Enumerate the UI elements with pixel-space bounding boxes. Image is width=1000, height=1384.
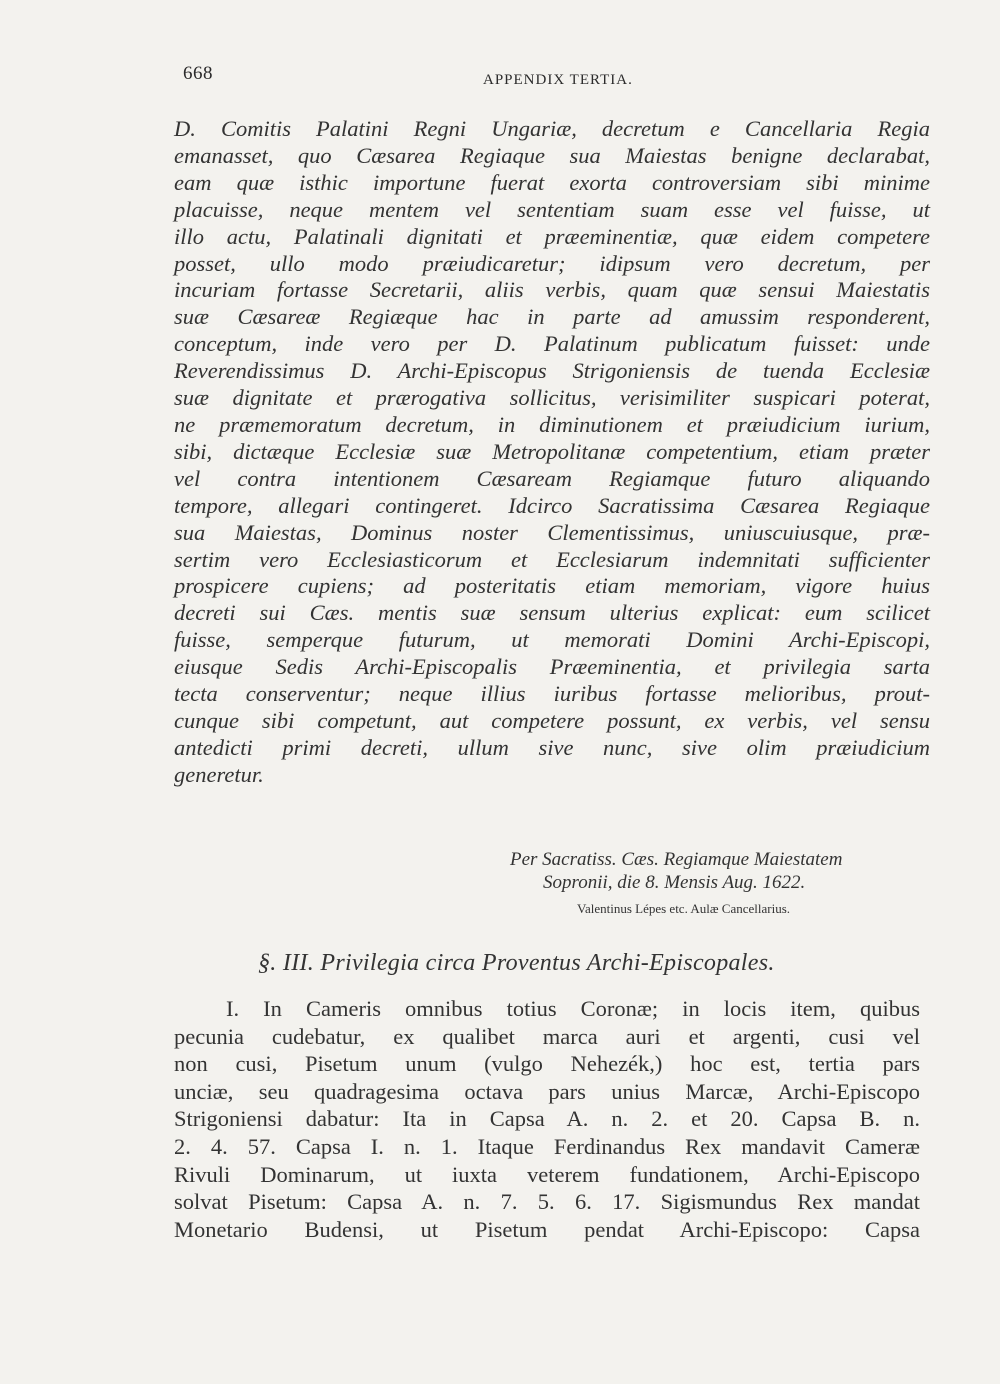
text-line: ne præmemoratum decretum, in diminutionem et præiudicium iurium,: [174, 411, 930, 437]
signature-line-1: Per Sacratiss. Cæs. Regiamque Maiestatem: [510, 849, 843, 870]
text-line: illo actu, Palatinali dignitati et præeminentiæ, quæ eidem competere: [174, 223, 930, 249]
text-line: tempore, allegari contingeret. Idcirco Sacratissima Cæsarea Regiaque: [174, 492, 930, 518]
text-line: emanasset, quo Cæsarea Regiaque sua Maiestas benigne declarabat,: [174, 142, 930, 168]
text-line: suæ Cæsareæ Regiæque hac in parte ad amussim responderent,: [174, 304, 930, 330]
page-number: 668: [183, 63, 213, 84]
text-line: suæ dignitate et prærogativa sollicitus, verisimiliter suspicari poterat,: [174, 385, 930, 411]
text-line: cunque sibi competunt, aut competere possunt, ex verbis, vel sensu: [174, 707, 930, 733]
running-title: APPENDIX TERTIA.: [483, 72, 633, 88]
text-line: Monetario Budensi, ut Pisetum pendat Archi-Episcopo: Capsa: [174, 1216, 920, 1242]
text-line: prospicere cupiens; ad posteritatis etiam memoriam, vigore huius: [174, 573, 930, 599]
text-line: non cusi, Pisetum unum (vulgo Nehezék,) hoc est, tertia pars: [174, 1051, 920, 1077]
privilege-paragraph: [174, 995, 920, 1243]
text-line: eam quæ isthic importune fuerat exorta controversiam sibi minime: [174, 169, 930, 195]
signature-line-3: Valentinus Lépes etc. Aulæ Cancellarius.: [577, 901, 791, 916]
text-line: solvat Pisetum: Capsa A. n. 7. 5. 6. 17. Sigismundus Rex mandat: [174, 1189, 920, 1215]
running-head: [183, 63, 923, 87]
text-line: eiusque Sedis Archi-Episcopalis Præeminentia, et privilegia sarta: [174, 654, 930, 680]
text-line: incuriam fortasse Secretarii, aliis verbis, quam quæ sensui Maiestatis: [174, 277, 930, 303]
decree-paragraph: [174, 116, 930, 789]
text-line: vel contra intentionem Cæsaream Regiamque futuro aliquando: [174, 465, 930, 491]
text-line: placuisse, neque mentem vel sententiam suam esse vel fuisse, ut: [174, 196, 930, 222]
text-line: unciæ, seu quadragesima octava pars unius Marcæ, Archi-Episcopo: [174, 1078, 920, 1104]
text-line: D. Comitis Palatini Regni Ungariæ, decretum e Cancellaria Regia: [174, 116, 930, 141]
text-line: sibi, dictæque Ecclesiæ suæ Metropolitanæ competentium, etiam præter: [174, 438, 930, 464]
text-line: Reverendissimus D. Archi-Episcopus Strigoniensis de tuenda Ecclesiæ: [174, 358, 930, 384]
text-line: decreti sui Cæs. mentis suæ sensum ulterius explicat: eum scilicet: [174, 600, 930, 626]
section-heading: §. III. Privilegia circa Proventus Archi-Episcopales.: [258, 950, 775, 976]
text-line: Rivuli Dominarum, ut iuxta veterem fundationem, Archi-Episcopo: [174, 1161, 920, 1187]
text-line: Strigoniensi dabatur: Ita in Capsa A. n. 2. et 20. Capsa B. n.: [174, 1106, 920, 1132]
text-line: generetur.: [174, 761, 264, 787]
text-line: antedicti primi decreti, ullum sive nunc, sive olim præiudicium: [174, 734, 930, 760]
text-line: pecunia cudebatur, ex qualibet marca auri et argenti, cusi vel: [174, 1023, 920, 1049]
text-line: tecta conserventur; neque illius iuribus fortasse melioribus, prout-: [174, 681, 930, 707]
text-line: conceptum, inde vero per D. Palatinum publicatum fuisset: unde: [174, 331, 930, 357]
text-line: fuisse, semperque futurum, ut memorati Domini Archi-Episcopi,: [174, 627, 930, 653]
text-line: 2. 4. 57. Capsa I. n. 1. Itaque Ferdinandus Rex mandavit Cameræ: [174, 1133, 920, 1159]
text-line: posset, ullo modo præiudicaretur; idipsum vero decretum, per: [174, 250, 930, 276]
signature-line-2: Sopronii, die 8. Mensis Aug. 1622.: [543, 872, 806, 893]
text-line: sua Maiestas, Dominus noster Clementissimus, uniuscuiusque, præ-: [174, 519, 930, 545]
text-line: I. In Cameris omnibus totius Coronæ; in locis item, quibus: [226, 996, 920, 1021]
text-line: sertim vero Ecclesiasticorum et Ecclesiarum indemnitati sufficienter: [174, 546, 930, 572]
